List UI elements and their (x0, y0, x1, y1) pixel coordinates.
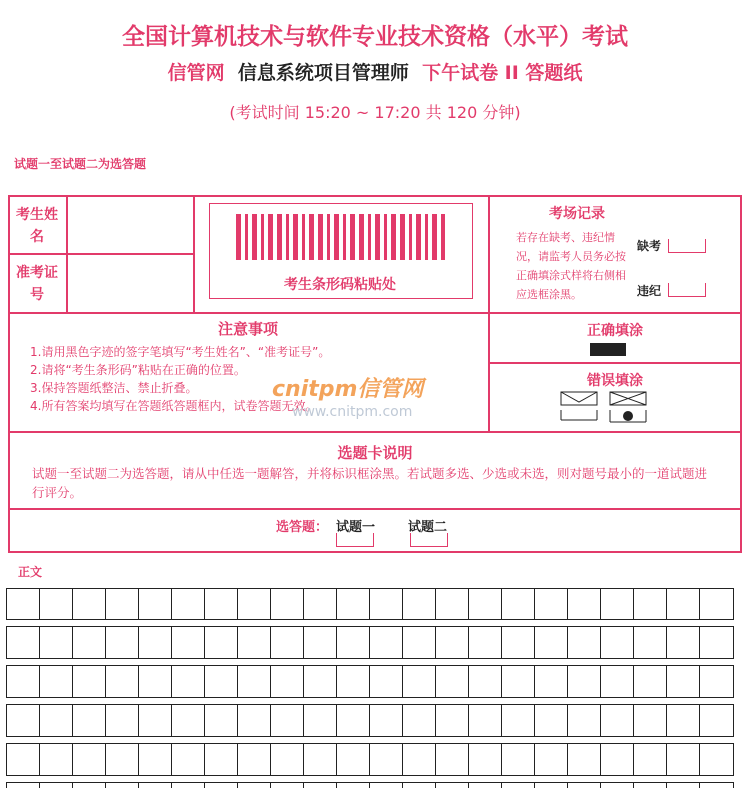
brand-name: 信管网 (167, 62, 225, 84)
notice-item: 3.保持答题纸整洁、禁止折叠。 (30, 381, 198, 395)
q1-label: 试题一 (336, 520, 376, 535)
barcode-area[interactable] (209, 203, 473, 299)
violation-label: 违纪 (637, 284, 662, 298)
watermark-brand: cnitpm信管网 (272, 377, 424, 402)
writing-grid-row[interactable] (6, 782, 734, 788)
absent-checkbox[interactable] (668, 239, 706, 253)
exam-record-title: 考场记录 (549, 206, 605, 222)
writing-grid-row[interactable] (6, 588, 734, 620)
barcode-icon (236, 214, 446, 260)
writing-grid-row[interactable] (6, 665, 734, 698)
divider (193, 195, 195, 313)
candidate-id-field[interactable] (70, 257, 190, 309)
absent-label: 缺考 (637, 239, 662, 253)
exam-title: 全国计算机技术与软件专业技术资格（水平）考试 (122, 24, 628, 50)
correct-fill-label: 正确填涂 (587, 323, 643, 339)
notice-item: 2.请将“考生条形码”粘贴在正确的位置。 (30, 363, 246, 377)
exam-subtitle (0, 58, 750, 85)
notice-item: 4.所有答案均填写在答题纸答题框内，试卷答题无效。 (30, 399, 318, 413)
choice-title: 选题卡说明 (337, 444, 413, 462)
divider (66, 195, 68, 313)
q2-checkbox[interactable] (410, 533, 448, 547)
exam-time: (考试时间 15:20 ~ 17:20 共 120 分钟) (229, 103, 521, 122)
wrong-fill-label: 错误填涂 (587, 373, 643, 389)
violation-checkbox[interactable] (668, 283, 706, 297)
select-label: 选答题： (276, 520, 329, 535)
divider (488, 362, 742, 364)
exam-name: 信息系统项目管理师 (237, 62, 409, 84)
divider (488, 195, 490, 432)
correct-fill-sample (590, 343, 626, 356)
paper-name: 下午试卷 II 答题纸 (422, 62, 583, 84)
writing-grid-row[interactable] (6, 626, 734, 659)
barcode-label: 考生条形码粘贴处 (284, 277, 396, 293)
q2-label: 试题二 (408, 520, 448, 535)
q1-checkbox[interactable] (336, 533, 374, 547)
choice-desc: 试题一至试题二为选答题，请从中任选一题解答，并将标识框涂黑。若试题多选、少选或未选，则对题号最小的一道试题进行评分。 (32, 466, 708, 500)
candidate-name-label: 考生姓名 (16, 207, 58, 245)
wrong-fill-samples-icon (558, 390, 654, 426)
body-label: 正文 (18, 565, 43, 579)
divider (8, 312, 742, 314)
section-note: 试题一至试题二为选答题 (14, 157, 147, 171)
candidate-name-field[interactable] (70, 199, 190, 251)
divider (8, 253, 194, 255)
exam-record-desc: 若存在缺考、违纪情况，请监考人员务必按正确填涂式样将右侧相应选框涂黑。 (516, 231, 626, 301)
writing-grid-row[interactable] (6, 743, 734, 776)
notice-title: 注意事项 (217, 320, 278, 338)
candidate-id-label: 准考证号 (16, 265, 58, 303)
writing-grid-row[interactable] (6, 704, 734, 737)
notice-item: 1.请用黑色字迹的签字笔填写“考生姓名”、“准考证号”。 (30, 345, 331, 359)
watermark-url: www.cnitpm.com (292, 404, 413, 420)
divider (8, 508, 742, 510)
divider (8, 431, 742, 433)
